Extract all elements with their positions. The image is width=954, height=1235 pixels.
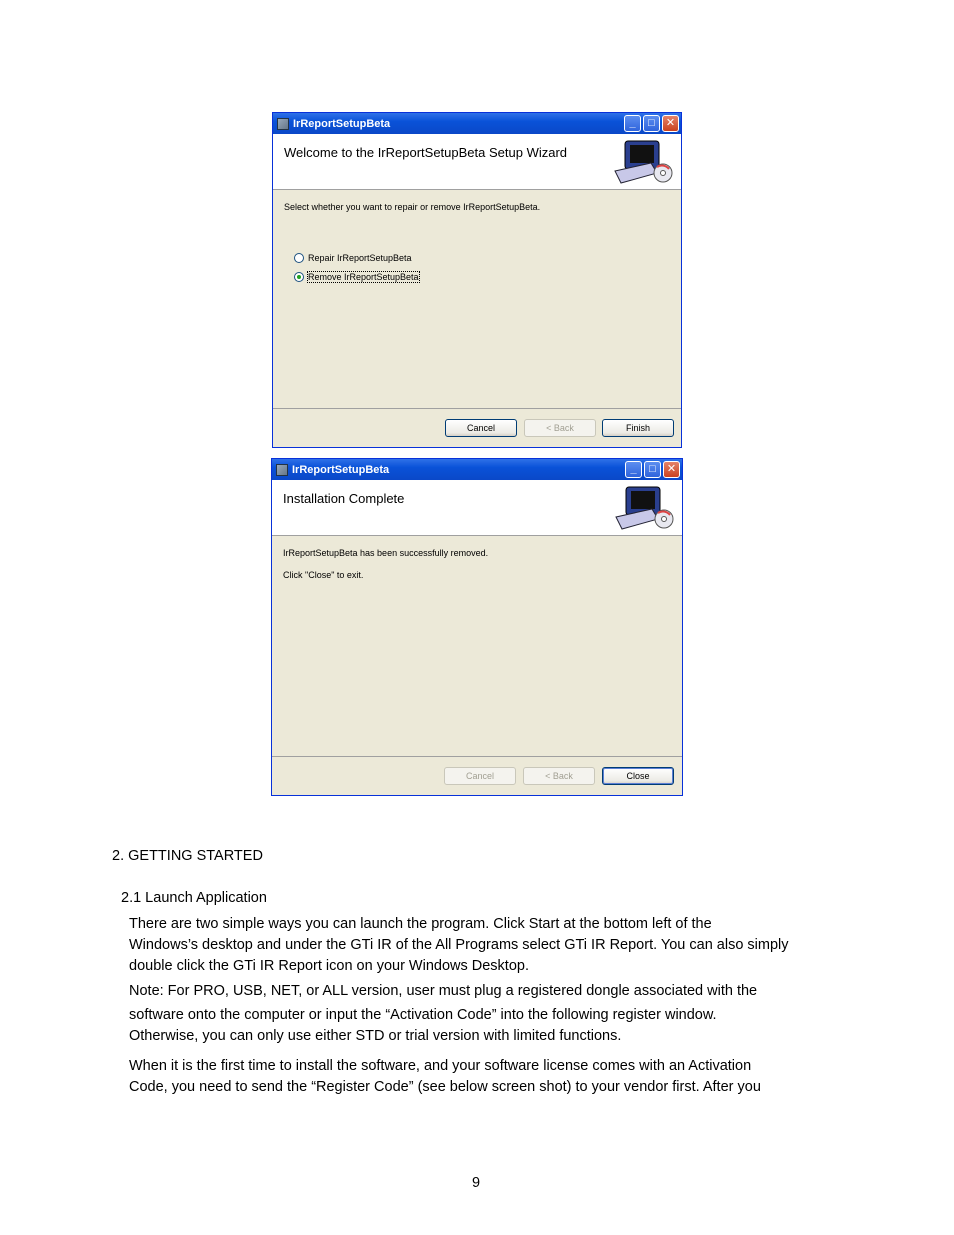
- minimize-icon[interactable]: _: [625, 461, 642, 478]
- close-icon[interactable]: ✕: [662, 115, 679, 132]
- wizard-prompt: Select whether you want to repair or remove IrReportSetupBeta.: [284, 202, 541, 212]
- wizard-header-title: Welcome to the IrReportSetupBeta Setup Wizard: [284, 145, 568, 160]
- installer-icon: [276, 464, 288, 476]
- wizard-header-title: Installation Complete: [283, 491, 405, 506]
- paragraph-1-line-1: There are two simple ways you can launch the program. Click Start at the bottom left of the: [129, 916, 712, 932]
- computer-cd-icon: [611, 137, 677, 187]
- paragraph-2-line-3: Otherwise, you can only use either STD or trial version with limited functions.: [129, 1028, 622, 1044]
- wizard-header: [273, 134, 681, 190]
- paragraph-1-line-3: double click the GTi IR Report icon on your Windows Desktop.: [129, 958, 529, 974]
- finish-button[interactable]: Finish: [602, 419, 674, 437]
- installation-complete-window: [271, 458, 683, 796]
- close-instruction: Click "Close" to exit.: [283, 570, 364, 580]
- paragraph-2-line-2: software onto the computer or input the “Activation Code” into the following register window.: [129, 1007, 717, 1023]
- close-button[interactable]: Close: [602, 767, 674, 785]
- maximize-icon[interactable]: □: [644, 461, 661, 478]
- subsection-heading: 2.1 Launch Application: [121, 890, 267, 906]
- cancel-button[interactable]: Cancel: [444, 767, 516, 785]
- paragraph-3-line-2: Code, you need to send the “Register Code” (see below screen shot) to your vendor first. After you: [129, 1079, 761, 1095]
- computer-cd-icon: [612, 483, 678, 533]
- repair-radio[interactable]: [294, 253, 304, 263]
- window-title: IrReportSetupBeta: [293, 117, 391, 130]
- paragraph-3-line-1: When it is the first time to install the software, and your software license comes with an Activation: [129, 1058, 752, 1074]
- close-icon[interactable]: ✕: [663, 461, 680, 478]
- wizard-footer: [273, 408, 681, 447]
- setup-wizard-window: [272, 112, 682, 448]
- back-button[interactable]: < Back: [523, 767, 595, 785]
- window-title: IrReportSetupBeta: [292, 463, 390, 476]
- paragraph-1-line-2: Windows’s desktop and under the GTi IR of the All Programs select GTi IR Report. You can also simply: [129, 937, 789, 953]
- paragraph-2-line-1: Note: For PRO, USB, NET, or ALL version, user must plug a registered dongle associated with the: [129, 983, 758, 999]
- remove-radio[interactable]: [294, 272, 304, 282]
- title-bar[interactable]: [272, 459, 682, 480]
- wizard-header: [272, 480, 682, 536]
- minimize-icon[interactable]: _: [624, 115, 641, 132]
- remove-option[interactable]: [294, 272, 419, 282]
- repair-label[interactable]: Repair IrReportSetupBeta: [308, 253, 412, 263]
- installer-icon: [277, 118, 289, 130]
- cancel-button[interactable]: Cancel: [445, 419, 517, 437]
- repair-option[interactable]: [294, 253, 412, 263]
- title-bar[interactable]: [273, 113, 681, 134]
- removed-message: IrReportSetupBeta has been successfully removed.: [283, 548, 489, 558]
- page-number: 9: [472, 1175, 481, 1191]
- wizard-footer: [272, 756, 682, 795]
- back-button[interactable]: < Back: [524, 419, 596, 437]
- section-heading: 2. GETTING STARTED: [112, 848, 263, 864]
- remove-label[interactable]: Remove IrReportSetupBeta: [308, 272, 419, 282]
- maximize-icon[interactable]: □: [643, 115, 660, 132]
